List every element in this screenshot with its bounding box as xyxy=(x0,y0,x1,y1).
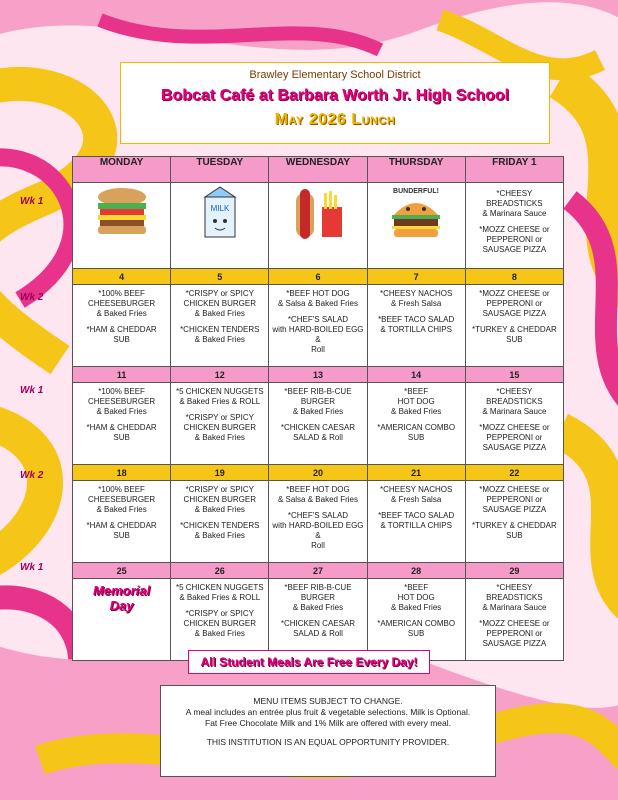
menu-line: Roll xyxy=(311,541,325,550)
menu-line: & Baked Fries xyxy=(194,505,245,514)
menu-line: Roll xyxy=(311,345,325,354)
date-thursday: 14 xyxy=(367,367,465,383)
menu-line: & Baked Fries xyxy=(391,407,442,416)
thursday-menu xyxy=(367,383,465,465)
wednesday-menu xyxy=(269,481,367,563)
menu-line: PEPPERONI or xyxy=(486,235,543,244)
thursday-menu xyxy=(367,579,465,661)
menu-line: CHEESEBURGER xyxy=(88,397,156,406)
menu-line: & TORTILLA CHIPS xyxy=(380,521,452,530)
bunderful-label: BUNDERFUL! xyxy=(393,188,440,195)
menu-line: *CHICKEN TENDERS xyxy=(180,325,260,334)
menu-line: SUB xyxy=(407,629,425,638)
menu-line: BREADSTICKS xyxy=(486,397,543,406)
week-label: Wk 1 xyxy=(20,385,44,396)
sandwich-icon xyxy=(92,183,152,243)
menu-line: *BEEF TACO SALAD xyxy=(378,315,455,324)
menu-line: & Baked Fries & ROLL xyxy=(179,397,261,406)
menu-line: SAUSAGE PIZZA xyxy=(482,505,547,514)
menu-line: & Baked Fries xyxy=(194,309,245,318)
date-friday: 29 xyxy=(465,563,563,579)
menu-line: SAUSAGE PIZZA xyxy=(482,443,547,452)
menu-line: HOT DOG xyxy=(397,397,435,406)
menu-line: & Baked Fries xyxy=(96,505,147,514)
menu-line: CHICKEN BURGER xyxy=(183,423,256,432)
monday-menu xyxy=(73,285,171,367)
menu-line: SUB xyxy=(506,531,523,540)
menu-notes xyxy=(160,685,496,777)
menu-line: PEPPERONI or xyxy=(486,495,543,504)
menu-line: SAUSAGE PIZZA xyxy=(482,639,547,648)
menu-line: *HAM & CHEDDAR xyxy=(86,423,157,432)
date-wednesday: 27 xyxy=(269,563,367,579)
burger-illustration xyxy=(367,183,465,269)
menu-line: & Baked Fries xyxy=(292,407,344,416)
friday-menu xyxy=(465,579,563,661)
menu-line: *CHEF'S SALAD xyxy=(287,511,349,520)
menu-row xyxy=(73,285,564,367)
day-header-friday: FRIDAY 1 xyxy=(465,157,563,183)
milk-carton-icon xyxy=(195,183,245,243)
menu-line: *5 CHICKEN NUGGETS xyxy=(175,583,264,592)
menu-line: BREADSTICKS xyxy=(486,593,543,602)
day-header-monday: MONDAY xyxy=(73,157,171,183)
menu-line: with HARD-BOILED EGG & xyxy=(272,521,364,540)
week-label: Wk 1 xyxy=(20,562,44,573)
menu-line: *CRISPY or SPICY xyxy=(185,413,254,422)
date-friday: 22 xyxy=(465,465,563,481)
date-friday: 15 xyxy=(465,367,563,383)
menu-line: *CHEESY xyxy=(496,189,533,198)
burger-icon xyxy=(386,183,446,245)
date-thursday: 7 xyxy=(367,269,465,285)
hotdog-icon xyxy=(288,183,348,243)
menu-line: *AMERICAN COMBO xyxy=(377,619,456,628)
date-monday: 11 xyxy=(73,367,171,383)
tuesday-menu xyxy=(171,579,269,661)
menu-line: & Baked Fries xyxy=(96,407,147,416)
menu-line: SUB xyxy=(113,531,130,540)
menu-line: SALAD & Roll xyxy=(293,629,343,638)
menu-line: CHEESEBURGER xyxy=(88,495,156,504)
menu-line: SUB xyxy=(407,433,425,442)
menu-line: & Marinara Sauce xyxy=(482,209,547,218)
menu-line: CHICKEN BURGER xyxy=(183,299,256,308)
menu-line: CHICKEN BURGER xyxy=(183,495,256,504)
date-row xyxy=(73,367,564,383)
menu-line: SALAD & Roll xyxy=(293,433,343,442)
menu-line: & Baked Fries xyxy=(292,603,344,612)
menu-line: & Baked Fries xyxy=(391,603,442,612)
menu-line: *CHEF'S SALAD xyxy=(287,315,349,324)
menu-line: *CHEESY xyxy=(496,387,533,396)
notes-meal: A meal includes an entrée plus fruit & vegetable selections. Milk is Optional. xyxy=(185,707,471,717)
friday-menu xyxy=(465,285,563,367)
menu-line: SUB xyxy=(113,335,130,344)
menu-line: *TURKEY & CHEDDAR xyxy=(471,521,557,530)
menu-line: & Baked Fries xyxy=(194,335,245,344)
menu-line: & Marinara Sauce xyxy=(482,603,547,612)
menu-line: PEPPERONI or xyxy=(486,299,543,308)
menu-line: *BEEF HOT DOG xyxy=(286,485,350,494)
notes-change: MENU ITEMS SUBJECT TO CHANGE. xyxy=(253,696,403,706)
menu-line: *CHICKEN CAESAR xyxy=(280,423,356,432)
menu-line: *MOZZ CHEESE or xyxy=(479,423,550,432)
wednesday-menu xyxy=(269,285,367,367)
menu-line: *100% BEEF xyxy=(98,387,145,396)
menu-line: *CHEESY NACHOS xyxy=(379,485,453,494)
menu-line: *BEEF HOT DOG xyxy=(286,289,350,298)
menu-line: & Baked Fries xyxy=(96,309,147,318)
thursday-menu xyxy=(367,481,465,563)
menu-row xyxy=(73,383,564,465)
tuesday-menu xyxy=(171,481,269,563)
menu-line: & Fresh Salsa xyxy=(391,299,442,308)
menu-line: BURGER xyxy=(300,593,336,602)
hotdog-fries-illustration xyxy=(269,183,367,269)
date-friday: 8 xyxy=(465,269,563,285)
menu-line: *5 CHICKEN NUGGETS xyxy=(175,387,264,396)
cafe-name: Bobcat Café at Barbara Worth Jr. High School xyxy=(160,87,510,104)
menu-line: BURGER xyxy=(300,397,336,406)
week-label: Wk 2 xyxy=(20,470,44,481)
notes-equal-opportunity: THIS INSTITUTION IS AN EQUAL OPPORTUNITY PROVIDER. xyxy=(206,737,450,747)
tuesday-menu xyxy=(171,383,269,465)
date-row xyxy=(73,269,564,285)
menu-line: & Fresh Salsa xyxy=(391,495,442,504)
menu-line: *BEEF RIB-B-CUE xyxy=(284,583,352,592)
menu-line: PEPPERONI or xyxy=(486,629,543,638)
menu-line: *CRISPY or SPICY xyxy=(185,609,254,618)
menu-line: *CHEESY NACHOS xyxy=(379,289,453,298)
sandwich-illustration xyxy=(73,183,171,269)
menu-calendar xyxy=(72,156,564,661)
friday-1-menu xyxy=(465,183,563,269)
menu-line: *MOZZ CHEESE or xyxy=(479,225,550,234)
menu-month: May 2026 Lunch xyxy=(274,111,396,128)
menu-row xyxy=(73,579,564,661)
day-header-wednesday: WEDNESDAY xyxy=(269,157,367,183)
date-row xyxy=(73,465,564,481)
menu-line: & Baked Fries xyxy=(194,531,245,540)
menu-line: & Baked Fries & ROLL xyxy=(179,593,261,602)
holiday-label: Memorial xyxy=(93,583,151,598)
menu-line: HOT DOG xyxy=(397,593,435,602)
milk-label: MILK xyxy=(210,204,230,213)
friday-menu xyxy=(465,383,563,465)
wednesday-menu xyxy=(269,579,367,661)
menu-row xyxy=(73,481,564,563)
free-meals-banner: All Student Meals Are Free Every Day! xyxy=(188,650,430,674)
district-name: Brawley Elementary School District xyxy=(249,69,421,81)
menu-line: *MOZZ CHEESE or xyxy=(479,289,550,298)
day-header-thursday: THURSDAY xyxy=(367,157,465,183)
menu-line: SUB xyxy=(113,433,130,442)
menu-line: CHICKEN BURGER xyxy=(183,619,256,628)
holiday-label: Day xyxy=(109,598,134,613)
date-row xyxy=(73,563,564,579)
menu-line: *BEEF RIB-B-CUE xyxy=(284,387,352,396)
thursday-menu xyxy=(367,285,465,367)
menu-line: SAUSAGE PIZZA xyxy=(482,245,547,254)
menu-line: *CRISPY or SPICY xyxy=(185,485,254,494)
menu-line: SUB xyxy=(506,335,523,344)
menu-line: *MOZZ CHEESE or xyxy=(479,485,550,494)
date-wednesday: 13 xyxy=(269,367,367,383)
menu-line: & TORTILLA CHIPS xyxy=(380,325,452,334)
menu-line: with HARD-BOILED EGG & xyxy=(272,325,364,344)
week-label: Wk 2 xyxy=(20,292,44,303)
monday-menu xyxy=(73,383,171,465)
menu-line: & Baked Fries xyxy=(194,433,245,442)
menu-line: *BEEF xyxy=(404,583,429,592)
memorial-day-holiday xyxy=(73,579,171,661)
date-tuesday: 12 xyxy=(171,367,269,383)
menu-line: *HAM & CHEDDAR xyxy=(86,325,157,334)
notes-milk: Fat Free Chocolate Milk and 1% Milk are offered with every meal. xyxy=(205,718,451,728)
date-thursday: 28 xyxy=(367,563,465,579)
menu-line: *CRISPY or SPICY xyxy=(185,289,254,298)
tuesday-menu xyxy=(171,285,269,367)
menu-line: *CHICKEN CAESAR xyxy=(280,619,356,628)
menu-line: *AMERICAN COMBO xyxy=(377,423,456,432)
date-monday: 25 xyxy=(73,563,171,579)
menu-line: PEPPERONI or xyxy=(486,433,543,442)
wednesday-menu xyxy=(269,383,367,465)
menu-line: & Marinara Sauce xyxy=(482,407,547,416)
menu-line: *BEEF TACO SALAD xyxy=(378,511,455,520)
menu-line: *100% BEEF xyxy=(98,485,145,494)
menu-line: SAUSAGE PIZZA xyxy=(482,309,547,318)
date-wednesday: 20 xyxy=(269,465,367,481)
menu-line: *CHEESY xyxy=(496,583,533,592)
menu-line: *TURKEY & CHEDDAR xyxy=(471,325,557,334)
menu-line: *CHICKEN TENDERS xyxy=(180,521,260,530)
menu-line: *BEEF xyxy=(404,387,429,396)
menu-line: *MOZZ CHEESE or xyxy=(479,619,550,628)
menu-line: BREADSTICKS xyxy=(486,199,543,208)
date-monday: 18 xyxy=(73,465,171,481)
date-tuesday: 19 xyxy=(171,465,269,481)
date-thursday: 21 xyxy=(367,465,465,481)
menu-line: *100% BEEF xyxy=(98,289,145,298)
menu-line: & Salsa & Baked Fries xyxy=(277,299,358,308)
monday-menu xyxy=(73,481,171,563)
menu-line: *HAM & CHEDDAR xyxy=(86,521,157,530)
week-label: Wk 1 xyxy=(20,196,44,207)
title-box xyxy=(120,62,550,144)
date-tuesday: 5 xyxy=(171,269,269,285)
menu-line: & Baked Fries xyxy=(194,629,245,638)
date-tuesday: 26 xyxy=(171,563,269,579)
date-monday: 4 xyxy=(73,269,171,285)
day-header-tuesday: TUESDAY xyxy=(171,157,269,183)
menu-line: & Salsa & Baked Fries xyxy=(277,495,358,504)
friday-menu xyxy=(465,481,563,563)
date-wednesday: 6 xyxy=(269,269,367,285)
milk-illustration xyxy=(171,183,269,269)
menu-line: CHEESEBURGER xyxy=(88,299,156,308)
